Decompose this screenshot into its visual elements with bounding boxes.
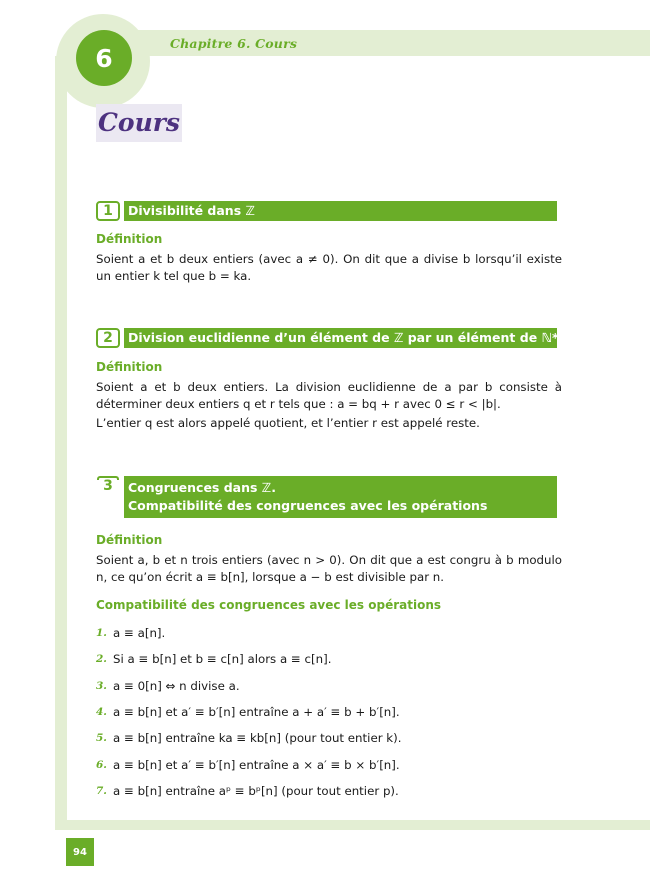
property-text: a ≡ b[n] et a′ ≡ b′[n] entraîne a × a′ ≡ b × b′[n].: [113, 757, 400, 772]
property-item: [96, 646, 562, 672]
definition-text: Soient a et b deux entiers. La division euclidienne de a par b consiste à déterminer deux entiers q et r tels que : a = bq + r avec 0 ≤ r < |b|.: [96, 380, 562, 411]
property-text: a ≡ b[n] entraîne aᵖ ≡ bᵖ[n] (pour tout entier p).: [113, 783, 399, 798]
property-text: Si a ≡ b[n] et b ≡ c[n] alors a ≡ c[n].: [113, 652, 332, 667]
side-band: [55, 56, 67, 828]
chapter-label: Chapitre 6. Cours: [170, 36, 298, 51]
section-title-line: Congruences dans ℤ.: [128, 480, 276, 495]
property-item: [96, 778, 562, 804]
section-title: Divisibilité dans ℤ: [124, 201, 557, 221]
definition-label: Définition: [96, 360, 163, 374]
property-number: 6.: [96, 758, 107, 771]
definition-label: Définition: [96, 232, 163, 246]
property-number: 2.: [96, 653, 107, 666]
property-text: a ≡ b[n] entraîne ka ≡ kb[n] (pour tout entier k).: [113, 731, 402, 746]
property-text: a ≡ b[n] et a′ ≡ b′[n] entraîne a + a′ ≡ b + b′[n].: [113, 705, 400, 720]
bottom-band: [55, 820, 650, 830]
property-item: [96, 751, 562, 777]
property-item: [96, 725, 562, 751]
compatibility-label: Compatibilité des congruences avec les opérations: [96, 598, 442, 612]
property-number: 5.: [96, 732, 107, 745]
chapter-badge: 6: [76, 30, 132, 86]
section-title-line: Compatibilité des congruences avec les opérations: [128, 498, 488, 513]
section-2-header: [96, 328, 557, 348]
definition-text: Soient a, b et n trois entiers (avec n > 0). On dit que a est congru à b modulo n, ce qu’on écrit a ≡ b[n], lorsque a − b est divisible par n.: [96, 553, 562, 584]
definition-text: L’entier q est alors appelé quotient, et l’entier r est appelé reste.: [96, 416, 480, 430]
property-number: 1.: [96, 627, 107, 640]
section-number-digit: 3: [103, 478, 113, 494]
section-1-header: [96, 201, 557, 221]
property-number: 7.: [96, 784, 107, 797]
property-text: a ≡ 0[n] ⇔ n divise a.: [113, 678, 240, 693]
definition-label: Définition: [96, 533, 163, 547]
section-title: [124, 476, 557, 518]
section-title: Division euclidienne d’un élément de ℤ par un élément de ℕ*: [124, 328, 557, 348]
section-number: [96, 476, 120, 518]
property-number: 4.: [96, 706, 107, 719]
property-text: a ≡ a[n].: [113, 626, 166, 641]
property-item: [96, 673, 562, 699]
page-title: Cours: [96, 104, 182, 142]
section-3-header: [96, 476, 557, 518]
property-item: [96, 620, 562, 646]
property-number: 3.: [96, 679, 107, 692]
property-item: [96, 699, 562, 725]
section-number: 2: [96, 328, 120, 348]
definition-text: Soient a et b deux entiers (avec a ≠ 0). On dit que a divise b lorsqu’il existe un entier k tel que b = ka.: [96, 252, 562, 283]
page-number: 94: [66, 838, 94, 866]
section-number: 1: [96, 201, 120, 221]
properties-list: [96, 620, 562, 804]
